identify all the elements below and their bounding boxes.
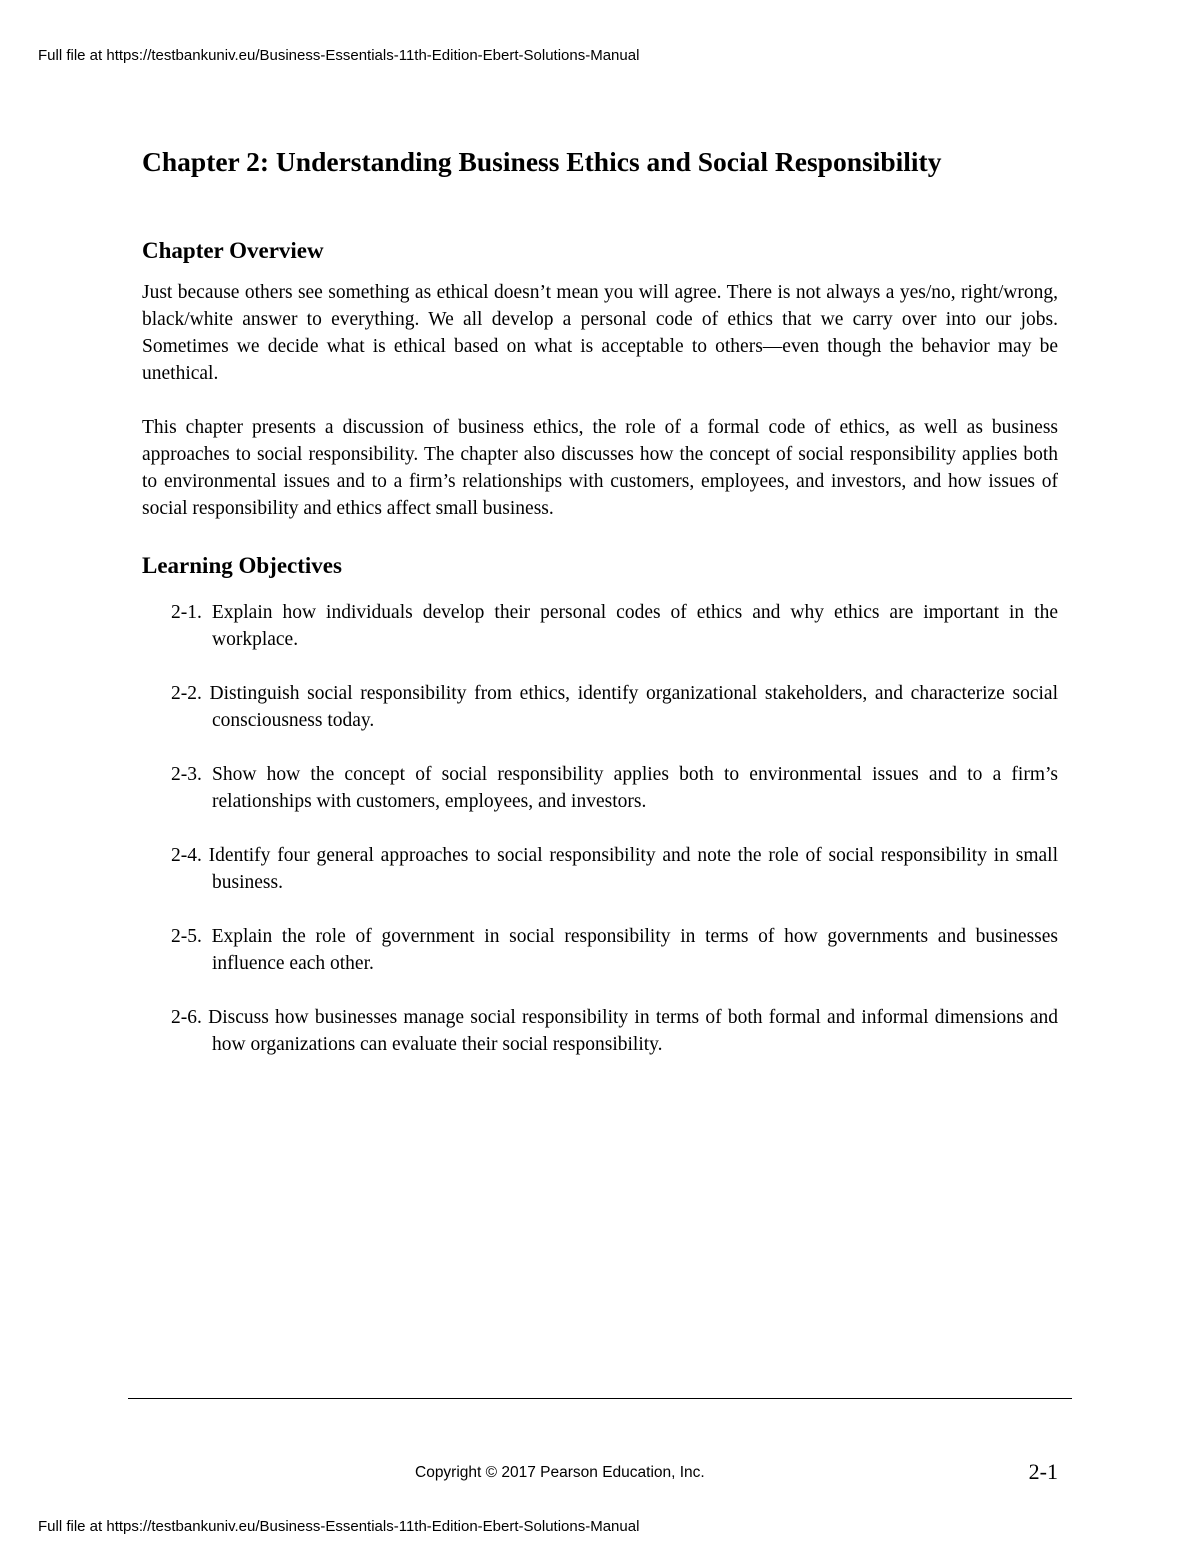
- learning-objectives-heading: Learning Objectives: [142, 553, 342, 578]
- overview-paragraph: Just because others see something as ethical doesn’t mean you will agree. There is not always a yes/no, right/wrong, black/white answer to everything. We all develop a personal code of ethics that we carry over into our jobs. Sometimes we decide what is ethical based on what is acceptable to others—even though the behavior may be unethical.: [142, 282, 1058, 384]
- copyright-notice: Copyright © 2017 Pearson Education, Inc.: [415, 1464, 705, 1481]
- download-banner-bottom: Full file at https://testbankuniv.eu/Business-Essentials-11th-Edition-Ebert-Solutions-Manual: [38, 1518, 640, 1535]
- learning-objectives-list: [142, 599, 1058, 1058]
- learning-objective-item: 2-3. Show how the concept of social responsibility applies both to environmental issues and to a firm’s relationships with customers, employees, and investors.: [171, 764, 1058, 812]
- overview-paragraph: This chapter presents a discussion of business ethics, the role of a formal code of ethics, as well as business approaches to social responsibility. The chapter also discusses how the concept of social responsibility applies both to environmental issues and to a firm’s relationships with customers, employees, and investors, and how issues of social responsibility and ethics affect small business.: [142, 417, 1058, 519]
- download-banner-top: Full file at https://testbankuniv.eu/Business-Essentials-11th-Edition-Ebert-Solutions-Manual: [38, 47, 640, 64]
- learning-objective-item: 2-2. Distinguish social responsibility from ethics, identify organizational stakeholders, and characterize social consciousness today.: [171, 683, 1058, 731]
- chapter-overview-heading: Chapter Overview: [142, 238, 324, 263]
- chapter-title: Chapter 2: Understanding Business Ethics and Social Responsibility: [142, 146, 942, 177]
- learning-objective-item: 2-1. Explain how individuals develop their personal codes of ethics and why ethics are important in the workplace.: [171, 602, 1058, 650]
- page-number: 2-1: [1028, 1459, 1058, 1484]
- footer-divider: [128, 1398, 1072, 1399]
- learning-objective-item: 2-5. Explain the role of government in social responsibility in terms of how governments and businesses influence each other.: [171, 926, 1058, 974]
- document-body: [142, 140, 1058, 1058]
- learning-objective-item: 2-4. Identify four general approaches to social responsibility and note the role of social responsibility in small business.: [171, 845, 1058, 893]
- learning-objective-item: 2-6. Discuss how businesses manage social responsibility in terms of both formal and informal dimensions and how organizations can evaluate their social responsibility.: [171, 1007, 1058, 1055]
